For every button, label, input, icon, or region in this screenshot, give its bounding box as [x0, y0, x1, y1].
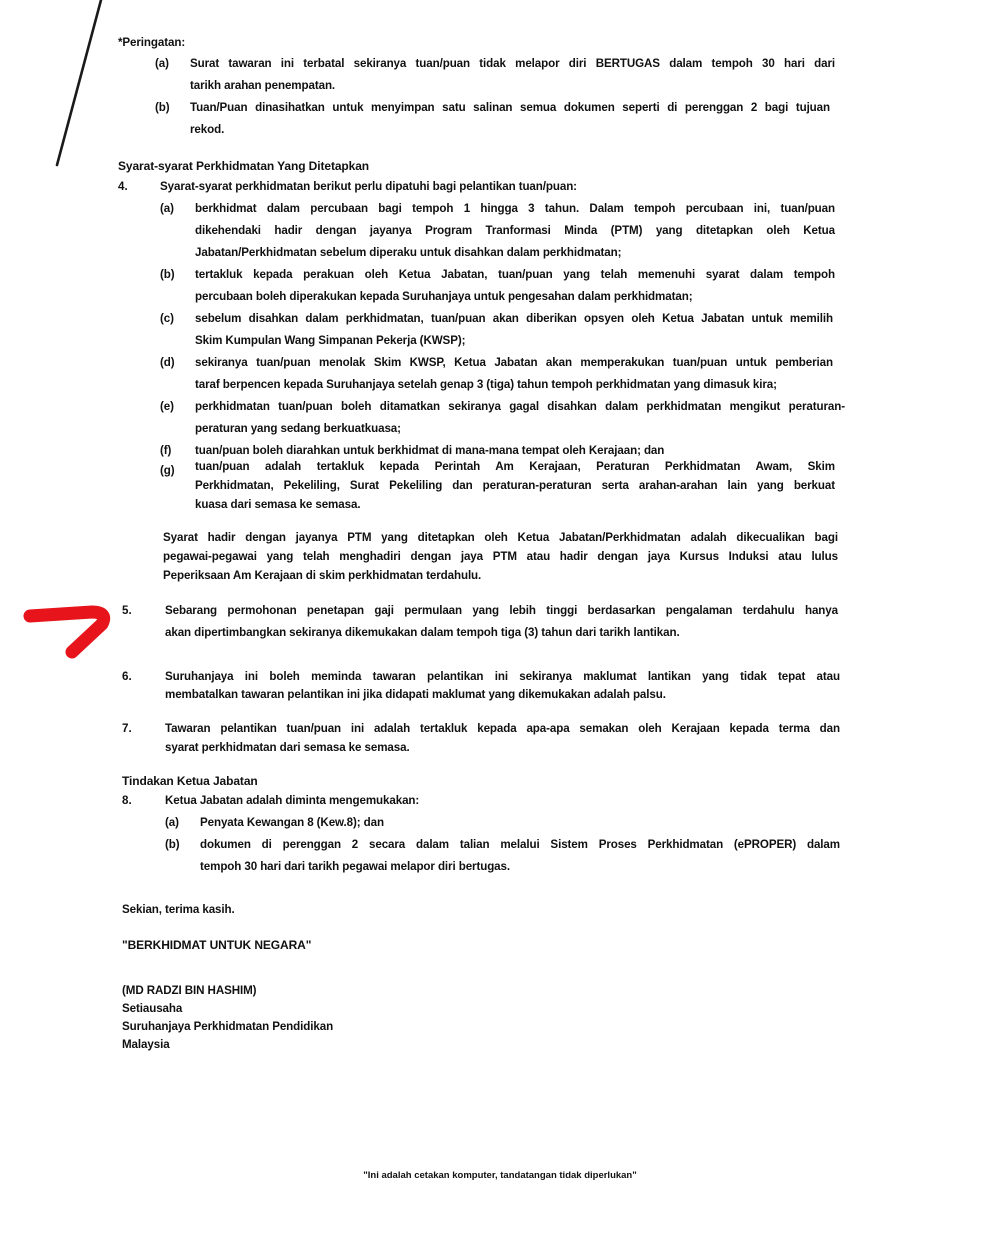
warning-a-line2: tarikh arahan penempatan.: [190, 79, 336, 92]
action-a-line: Penyata Kewangan 8 (Kew.8); dan: [200, 816, 384, 829]
para-6-number: 6.: [122, 670, 132, 683]
exemption-line: Syarat hadir dengan jayanya PTM yang ditetapkan oleh Ketua Jabatan/Perkhidmatan adalah dikecualikan bagi: [163, 531, 838, 544]
action-b-line: tempoh 30 hari dari tarikh pegawai melapor diri bertugas.: [200, 860, 510, 873]
cond-d-line: sekiranya tuan/puan menolak Skim KWSP, Ketua Jabatan akan memperakukan tuan/puan untuk pemberian: [195, 356, 833, 369]
closing-motto: "BERKHIDMAT UNTUK NEGARA": [122, 938, 312, 952]
para-5-line: Sebarang permohonan penetapan gaji permulaan yang lebih tinggi berdasarkan pengalaman terdahulu hanya: [165, 604, 838, 617]
cond-f-label: (f): [160, 444, 172, 457]
cond-b-line: percubaan boleh diperakukan kepada Suruhanjaya untuk pengesahan dalam perkhidmatan;: [195, 290, 693, 303]
para-6-line: Suruhanjaya ini boleh meminda tawaran pelantikan ini sekiranya maklumat lantikan yang tidak tepat atau: [165, 670, 840, 683]
cond-f-line: tuan/puan boleh diarahkan untuk berkhidmat di mana-mana tempat oleh Kerajaan; dan: [195, 444, 665, 457]
cond-c-line: sebelum disahkan dalam perkhidmatan, tuan/puan akan diberikan opsyen oleh Ketua Jabatan untuk memilih: [195, 312, 833, 325]
action-a-label: (a): [165, 816, 179, 829]
footer-note: "Ini adalah cetakan komputer, tandatangan tidak diperlukan": [363, 1170, 637, 1181]
cond-g-line: Perkhidmatan, Pekeliling, Surat Pekeliling dan peraturan-peraturan serta arahan-arahan lain yang berkuat: [195, 479, 835, 492]
para-6-line: membatalkan tawaran pelantikan ini jika didapati maklumat yang dikemukakan adalah palsu.: [165, 688, 666, 701]
cond-e-line: peraturan yang sedang berkuatkuasa;: [195, 422, 401, 435]
signatory-country: Malaysia: [122, 1038, 170, 1051]
exemption-line: pegawai-pegawai yang telah menghadiri dengan jaya PTM atau hadir dengan jaya Kursus Induksi atau lulus: [163, 550, 838, 563]
pen-stroke-mark: [0, 0, 120, 180]
warning-a-line1: Surat tawaran ini terbatal sekiranya tuan/puan tidak melapor diri BERTUGAS dalam tempoh 30 hari dari: [190, 57, 835, 70]
cond-a-line: berkhidmat dalam percubaan bagi tempoh 1 hingga 3 tahun. Dalam tempoh percubaan ini, tuan/puan: [195, 202, 835, 215]
cond-c-label: (c): [160, 312, 174, 325]
cond-g-line: tuan/puan adalah tertakluk kepada Perintah Am Kerajaan, Peraturan Perkhidmatan Awam, Skim: [195, 460, 835, 473]
cond-d-label: (d): [160, 356, 175, 369]
signatory-name: (MD RADZI BIN HASHIM): [122, 984, 257, 997]
cond-g-line: kuasa dari semasa ke semasa.: [195, 498, 361, 511]
cond-a-line: Jabatan/Perkhidmatan sebelum diperaku untuk disahkan dalam perkhidmatan;: [195, 246, 622, 259]
warning-title: *Peringatan:: [118, 36, 186, 49]
conditions-heading: Syarat-syarat Perkhidmatan Yang Ditetapkan: [118, 159, 370, 173]
action-intro: Ketua Jabatan adalah diminta mengemukakan:: [165, 794, 420, 807]
para-7-line: syarat perkhidmatan dari semasa ke semasa.: [165, 741, 410, 754]
red-arrow-annotation-icon: [22, 590, 112, 660]
para-8-number: 8.: [122, 794, 132, 807]
closing-thanks: Sekian, terima kasih.: [122, 903, 235, 916]
cond-g-label: (g): [160, 464, 175, 477]
para-7-number: 7.: [122, 722, 132, 735]
action-heading: Tindakan Ketua Jabatan: [122, 774, 258, 788]
cond-a-label: (a): [160, 202, 174, 215]
cond-e-label: (e): [160, 400, 174, 413]
para-5-line: akan dipertimbangkan sekiranya dikemukakan dalam tempoh tiga (3) tahun dari tarikh lantikan.: [165, 626, 680, 639]
warning-b-line1: Tuan/Puan dinasihatkan untuk menyimpan satu salinan semua dokumen seperti di perenggan 2 bagi tujuan: [190, 101, 830, 114]
warning-a-label: (a): [155, 57, 169, 70]
signatory-position: Setiausaha: [122, 1002, 183, 1015]
exemption-line: Peperiksaan Am Kerajaan di skim perkhidmatan terdahulu.: [163, 569, 482, 582]
para-7-line: Tawaran pelantikan tuan/puan ini adalah tertakluk kepada apa-apa semakan oleh Kerajaan kepada terma dan: [165, 722, 840, 735]
cond-e-line: perkhidmatan tuan/puan boleh ditamatkan sekiranya gagal disahkan dalam perkhidmatan mengikut peraturan-: [195, 400, 845, 413]
warning-b-label: (b): [155, 101, 170, 114]
para-4-number: 4.: [118, 180, 128, 193]
warning-b-line2: rekod.: [190, 123, 225, 136]
cond-a-line: dikehendaki hadir dengan jayanya Program Tranformasi Minda (PTM) yang ditetapkan oleh Ketua: [195, 224, 835, 237]
cond-d-line: taraf berpencen kepada Suruhanjaya setelah genap 3 (tiga) tahun tempoh perkhidmatan yang dimasuk kira;: [195, 378, 777, 391]
para-5-number: 5.: [122, 604, 132, 617]
cond-b-line: tertakluk kepada perakuan oleh Ketua Jabatan, tuan/puan yang telah memenuhi syarat dalam tempoh: [195, 268, 835, 281]
cond-b-label: (b): [160, 268, 175, 281]
cond-c-line: Skim Kumpulan Wang Simpanan Pekerja (KWSP);: [195, 334, 466, 347]
signatory-org: Suruhanjaya Perkhidmatan Pendidikan: [122, 1020, 334, 1033]
action-b-label: (b): [165, 838, 180, 851]
conditions-intro: Syarat-syarat perkhidmatan berikut perlu dipatuhi bagi pelantikan tuan/puan:: [160, 180, 577, 193]
action-b-line: dokumen di perenggan 2 secara dalam talian melalui Sistem Proses Perkhidmatan (ePROPER) dalam: [200, 838, 840, 851]
